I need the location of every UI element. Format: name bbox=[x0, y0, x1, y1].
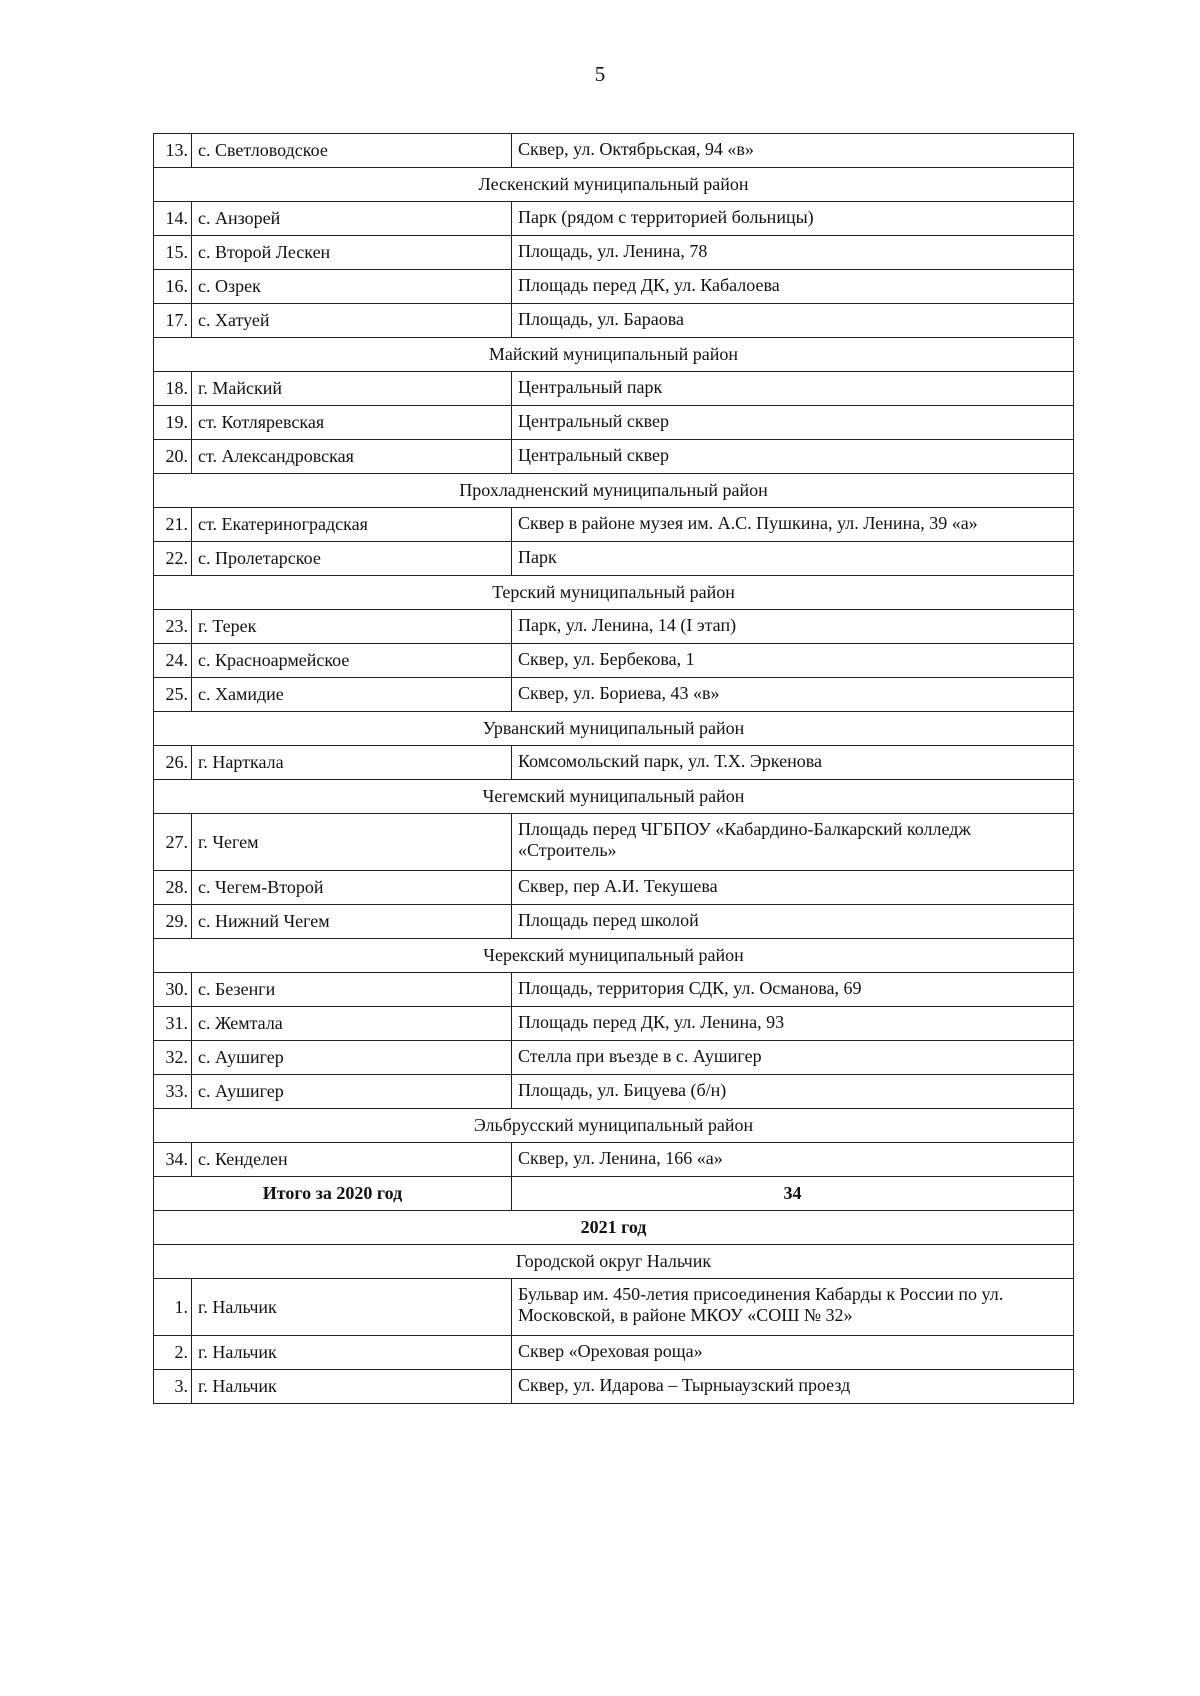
district-header-row bbox=[154, 576, 1074, 610]
object-description: Площадь перед ЧГБПОУ «Кабардино-Балкарский колледж «Строитель» bbox=[512, 814, 1074, 871]
row-number: 15. bbox=[154, 236, 192, 270]
district-header: Майский муниципальный район bbox=[154, 338, 1074, 372]
object-description: Сквер, ул. Идарова – Тырныаузский проезд bbox=[512, 1370, 1074, 1404]
table-row bbox=[154, 236, 1074, 270]
row-number: 29. bbox=[154, 905, 192, 939]
table-row bbox=[154, 270, 1074, 304]
table-row bbox=[154, 304, 1074, 338]
register-table bbox=[153, 133, 1074, 1404]
object-description: Парк, ул. Ленина, 14 (I этап) bbox=[512, 610, 1074, 644]
district-header: Прохладненский муниципальный район bbox=[154, 474, 1074, 508]
table-row bbox=[154, 905, 1074, 939]
district-header-row bbox=[154, 168, 1074, 202]
row-number: 19. bbox=[154, 406, 192, 440]
district-header-row bbox=[154, 474, 1074, 508]
total-label: Итого за 2020 год bbox=[154, 1177, 512, 1211]
row-number: 22. bbox=[154, 542, 192, 576]
settlement-name: с. Анзорей bbox=[192, 202, 512, 236]
table-row bbox=[154, 508, 1074, 542]
row-number: 16. bbox=[154, 270, 192, 304]
row-number: 14. bbox=[154, 202, 192, 236]
table-row bbox=[154, 1041, 1074, 1075]
table-row bbox=[154, 678, 1074, 712]
settlement-name: с. Второй Лескен bbox=[192, 236, 512, 270]
settlement-name: с. Безенги bbox=[192, 973, 512, 1007]
settlement-name: г. Чегем bbox=[192, 814, 512, 871]
settlement-name: г. Нарткала bbox=[192, 746, 512, 780]
row-number: 17. bbox=[154, 304, 192, 338]
total-value: 34 bbox=[512, 1177, 1074, 1211]
settlement-name: с. Хатуей bbox=[192, 304, 512, 338]
settlement-name: г. Нальчик bbox=[192, 1370, 512, 1404]
settlement-name: с. Светловодское bbox=[192, 134, 512, 168]
settlement-name: с. Красноармейское bbox=[192, 644, 512, 678]
object-description: Сквер в районе музея им. А.С. Пушкина, ул. Ленина, 39 «а» bbox=[512, 508, 1074, 542]
row-number: 30. bbox=[154, 973, 192, 1007]
district-header-row bbox=[154, 712, 1074, 746]
settlement-name: ст. Александровская bbox=[192, 440, 512, 474]
object-description: Площадь, ул. Бицуева (б/н) bbox=[512, 1075, 1074, 1109]
table-row bbox=[154, 202, 1074, 236]
settlement-name: г. Нальчик bbox=[192, 1279, 512, 1336]
object-description: Центральный парк bbox=[512, 372, 1074, 406]
table-row bbox=[154, 1075, 1074, 1109]
table-row bbox=[154, 871, 1074, 905]
settlement-name: ст. Екатериноградская bbox=[192, 508, 512, 542]
object-description: Центральный сквер bbox=[512, 440, 1074, 474]
row-number: 3. bbox=[154, 1370, 192, 1404]
row-number: 28. bbox=[154, 871, 192, 905]
page-number: 5 bbox=[594, 62, 606, 86]
district-header-row bbox=[154, 939, 1074, 973]
district-header-row bbox=[154, 1109, 1074, 1143]
row-number: 20. bbox=[154, 440, 192, 474]
settlement-name: г. Нальчик bbox=[192, 1336, 512, 1370]
object-description: Сквер, ул. Октябрьская, 94 «в» bbox=[512, 134, 1074, 168]
district-header-row bbox=[154, 338, 1074, 372]
settlement-name: с. Хамидие bbox=[192, 678, 512, 712]
row-number: 26. bbox=[154, 746, 192, 780]
table-row bbox=[154, 1143, 1074, 1177]
settlement-name: с. Кенделен bbox=[192, 1143, 512, 1177]
settlement-name: с. Аушигер bbox=[192, 1075, 512, 1109]
settlement-name: с. Жемтала bbox=[192, 1007, 512, 1041]
object-description: Центральный сквер bbox=[512, 406, 1074, 440]
object-description: Парк (рядом с территорией больницы) bbox=[512, 202, 1074, 236]
district-header: Черекский муниципальный район bbox=[154, 939, 1074, 973]
row-number: 34. bbox=[154, 1143, 192, 1177]
table-row bbox=[154, 372, 1074, 406]
table-row bbox=[154, 1370, 1074, 1404]
settlement-name: с. Пролетарское bbox=[192, 542, 512, 576]
object-description: Бульвар им. 450-летия присоединения Кабарды к России по ул. Московской, в районе МКОУ «СОШ № 32» bbox=[512, 1279, 1074, 1336]
register-table-body bbox=[154, 134, 1074, 1404]
object-description: Площадь, ул. Ленина, 78 bbox=[512, 236, 1074, 270]
object-description: Парк bbox=[512, 542, 1074, 576]
table-row bbox=[154, 973, 1074, 1007]
object-description: Сквер, ул. Бербекова, 1 bbox=[512, 644, 1074, 678]
district-header: Лескенский муниципальный район bbox=[154, 168, 1074, 202]
object-description: Комсомольский парк, ул. Т.Х. Эркенова bbox=[512, 746, 1074, 780]
district-header: Урванский муниципальный район bbox=[154, 712, 1074, 746]
district-header-row bbox=[154, 1245, 1074, 1279]
row-number: 27. bbox=[154, 814, 192, 871]
settlement-name: с. Аушигер bbox=[192, 1041, 512, 1075]
object-description: Площадь, ул. Бараова bbox=[512, 304, 1074, 338]
object-description: Сквер, ул. Ленина, 166 «а» bbox=[512, 1143, 1074, 1177]
row-number: 13. bbox=[154, 134, 192, 168]
row-number: 33. bbox=[154, 1075, 192, 1109]
row-number: 21. bbox=[154, 508, 192, 542]
total-row bbox=[154, 1177, 1074, 1211]
row-number: 23. bbox=[154, 610, 192, 644]
settlement-name: г. Майский bbox=[192, 372, 512, 406]
district-header: Чегемский муниципальный район bbox=[154, 780, 1074, 814]
table-row bbox=[154, 746, 1074, 780]
district-header-row bbox=[154, 780, 1074, 814]
object-description: Сквер, ул. Бориева, 43 «в» bbox=[512, 678, 1074, 712]
settlement-name: с. Озрек bbox=[192, 270, 512, 304]
object-description: Площадь перед ДК, ул. Кабалоева bbox=[512, 270, 1074, 304]
table-row bbox=[154, 406, 1074, 440]
year-header: 2021 год bbox=[154, 1211, 1074, 1245]
object-description: Стелла при въезде в с. Аушигер bbox=[512, 1041, 1074, 1075]
table-row bbox=[154, 1336, 1074, 1370]
object-description: Сквер «Ореховая роща» bbox=[512, 1336, 1074, 1370]
table-row bbox=[154, 1279, 1074, 1336]
row-number: 32. bbox=[154, 1041, 192, 1075]
settlement-name: ст. Котляревская bbox=[192, 406, 512, 440]
object-description: Сквер, пер А.И. Текушева bbox=[512, 871, 1074, 905]
object-description: Площадь перед школой bbox=[512, 905, 1074, 939]
table-row bbox=[154, 644, 1074, 678]
object-description: Площадь перед ДК, ул. Ленина, 93 bbox=[512, 1007, 1074, 1041]
table-row bbox=[154, 134, 1074, 168]
row-number: 18. bbox=[154, 372, 192, 406]
row-number: 2. bbox=[154, 1336, 192, 1370]
row-number: 1. bbox=[154, 1279, 192, 1336]
row-number: 24. bbox=[154, 644, 192, 678]
district-header: Терский муниципальный район bbox=[154, 576, 1074, 610]
table-row bbox=[154, 610, 1074, 644]
settlement-name: с. Чегем-Второй bbox=[192, 871, 512, 905]
table-row bbox=[154, 542, 1074, 576]
settlement-name: с. Нижний Чегем bbox=[192, 905, 512, 939]
table-row bbox=[154, 1007, 1074, 1041]
object-description: Площадь, территория СДК, ул. Османова, 69 bbox=[512, 973, 1074, 1007]
row-number: 25. bbox=[154, 678, 192, 712]
row-number: 31. bbox=[154, 1007, 192, 1041]
table-row bbox=[154, 440, 1074, 474]
settlement-name: г. Терек bbox=[192, 610, 512, 644]
district-header: Городской округ Нальчик bbox=[154, 1245, 1074, 1279]
year-header-row bbox=[154, 1211, 1074, 1245]
district-header: Эльбрусский муниципальный район bbox=[154, 1109, 1074, 1143]
table-row bbox=[154, 814, 1074, 871]
